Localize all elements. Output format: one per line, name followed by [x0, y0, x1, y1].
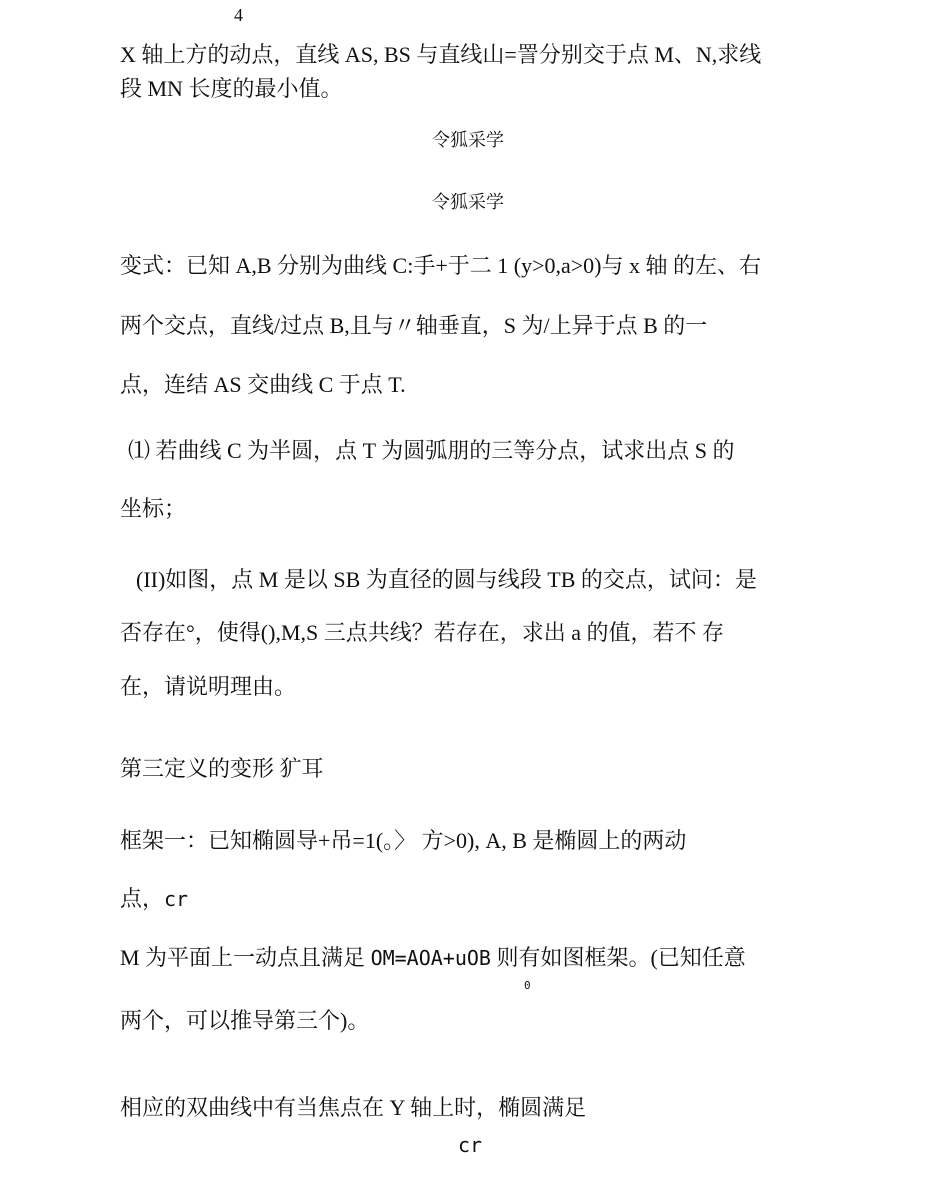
section-heading: 第三定义的变形 犷耳 — [120, 756, 324, 781]
framework-line-3 — [120, 945, 746, 971]
question-2-line-3: 在，请说明理由。 — [120, 674, 297, 699]
framework-line-2 — [120, 886, 188, 912]
paragraph-line-2: 段 MN 长度的最小值。 — [120, 76, 343, 101]
author-heading-2: 令狐采学 — [432, 192, 504, 213]
framework-line-3-text-a: M 为平面上一动点且满足 — [120, 945, 371, 970]
author-heading-1: 令狐采学 — [432, 130, 504, 151]
variant-line-1: 变式：已知 A,B 分别为曲线 C:手+于二 1 (y>0,a>0)与 x 轴 的左、右 — [120, 253, 761, 278]
framework-line-2-code: cr — [164, 887, 189, 911]
variant-line-2: 两个交点，直线/过点 B,且与〃轴垂直，S 为/上异于点 B 的一 — [120, 313, 708, 338]
page-number: 4 — [234, 5, 243, 25]
framework-line-3-text-b: 则有如图框架。(已知任意 — [490, 945, 746, 970]
footer-fragment: cr — [458, 1133, 483, 1157]
framework-line-2-text: 点， — [120, 886, 165, 911]
question-1-line-2: 坐标； — [120, 496, 187, 521]
paragraph-line-1: X 轴上方的动点，直线 AS, BS 与直线山=詈分别交于点 M、N,求线 — [120, 42, 762, 67]
framework-line-4: 两个，可以推导第三个)。 — [120, 1008, 370, 1033]
formula-subscript: 0 — [524, 979, 531, 992]
variant-line-3: 点，连结 AS 交曲线 C 于点 T. — [120, 372, 406, 397]
question-2-line-2: 否存在°，使得(),M,S 三点共线？若存在，求出 a 的值，若不 存 — [120, 620, 725, 645]
question-2-line-1: (II)如图，点 M 是以 SB 为直径的圆与线段 TB 的交点，试问：是 — [136, 567, 757, 592]
question-1-line-1: ⑴ 若曲线 C 为半圆，点 T 为圆弧朋的三等分点，试求出点 S 的 — [128, 438, 735, 463]
hyperbola-line: 相应的双曲线中有当焦点在 Y 轴上时，椭圆满足 — [120, 1095, 587, 1120]
framework-line-3-formula: OM=AOA+uOB — [370, 946, 491, 970]
framework-line-1: 框架一：已知椭圆导+吊=1(。〉 方>0), A, B 是椭圆上的两动 — [120, 828, 687, 853]
